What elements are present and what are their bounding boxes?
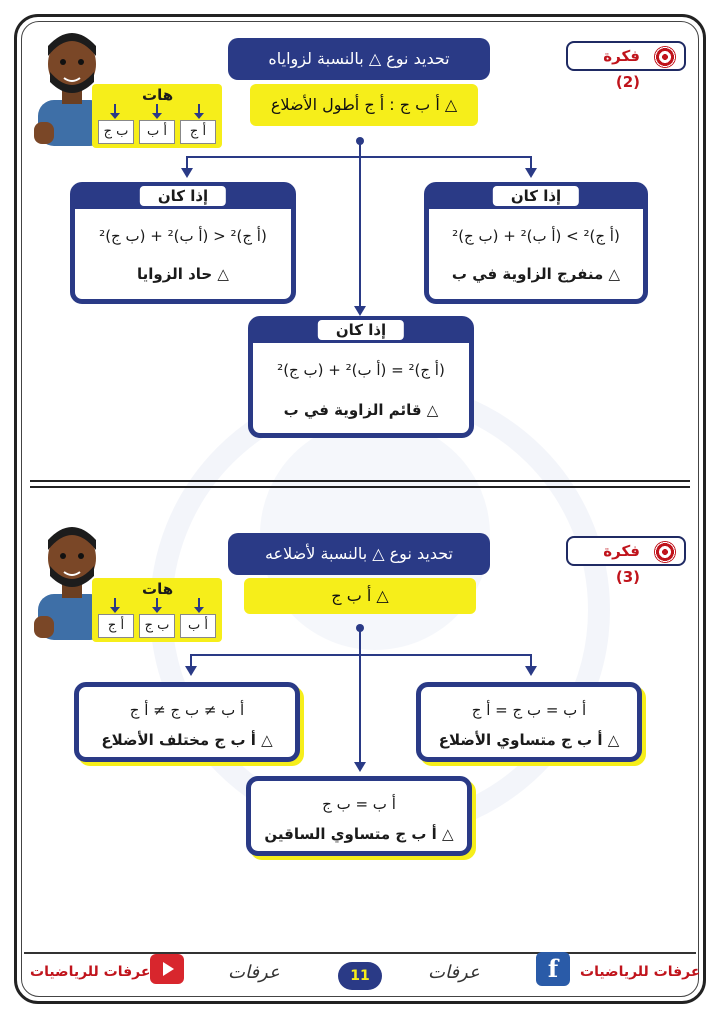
connector-line	[359, 628, 361, 764]
hat-arrow-icon	[198, 104, 200, 114]
section-title-text: تحديد نوع △ بالنسبة لزواياه	[268, 49, 450, 68]
connector-line	[359, 140, 361, 308]
footer-logo-right: عرفات	[428, 962, 480, 983]
arrow-down-icon	[525, 168, 537, 178]
hat-cell: أ ج	[180, 120, 216, 144]
card-formula: أ ب = ب ج	[322, 795, 396, 813]
hat-box	[92, 84, 222, 148]
hat-cell: أ ج	[98, 614, 134, 638]
idea-tag-3	[566, 536, 686, 586]
card-result: △ أ ب ج مختلف الأضلاع	[101, 731, 273, 749]
given-text: △ أ ب ج	[331, 586, 389, 605]
card-result: △ حاد الزوايا	[137, 265, 229, 283]
card-result: △ أ ب ج متساوي الأضلاع	[438, 731, 620, 749]
arrow-down-icon	[525, 666, 537, 676]
connector-line	[186, 156, 532, 158]
side-card-equilateral	[416, 682, 642, 762]
arrow-down-icon	[354, 762, 366, 772]
hat-label: هات	[142, 86, 174, 104]
arrow-down-icon	[181, 168, 193, 178]
hat-box	[92, 578, 222, 642]
section-title	[228, 38, 490, 80]
card-formula: (أ ج)² = (أ ب)² + (ب ج)²	[277, 361, 445, 379]
hat-arrow-icon	[156, 598, 158, 608]
section-divider	[30, 480, 690, 482]
facebook-icon[interactable]: f	[536, 952, 570, 986]
footer-logo-left: عرفات	[228, 962, 280, 983]
hat-arrow-icon	[114, 104, 116, 114]
card-badge: إذا كان	[491, 184, 581, 208]
idea-tag-2	[566, 41, 686, 91]
condition-card-acute	[70, 182, 296, 304]
facebook-label: عرفات للرياضيات	[580, 964, 701, 980]
card-formula: (أ ج)² > (أ ب)² + (ب ج)²	[452, 227, 620, 245]
hat-arrow-icon	[156, 104, 158, 114]
side-card-scalene	[74, 682, 300, 762]
page-number: 11	[338, 962, 382, 990]
card-formula: أ ب ≠ ب ج ≠ أ ج	[129, 701, 245, 719]
given-text: △ أ ب ج : أ ج أطول الأضلاع	[270, 95, 458, 114]
hat-cell: ب ج	[139, 614, 175, 638]
idea-tag-label: فكرة (2)	[603, 47, 640, 91]
hat-arrow-icon	[198, 598, 200, 608]
target-icon	[654, 46, 676, 68]
condition-card-obtuse	[424, 182, 648, 304]
hat-cell: أ ب	[139, 120, 175, 144]
card-badge: إذا كان	[138, 184, 228, 208]
section-title-text: تحديد نوع △ بالنسبة لأضلاعه	[264, 544, 454, 563]
youtube-icon[interactable]	[150, 954, 184, 984]
footer-divider	[24, 952, 696, 954]
side-card-isosceles	[246, 776, 472, 856]
given-box	[244, 578, 476, 614]
card-badge: إذا كان	[316, 318, 406, 342]
card-result: △ قائم الزاوية في ب	[283, 401, 439, 419]
hat-cell: أ ب	[180, 614, 216, 638]
card-formula: أ ب = ب ج = أ ج	[471, 701, 587, 719]
connector-line	[190, 654, 532, 656]
card-result: △ منفرج الزاوية في ب	[451, 265, 621, 283]
card-formula: (أ ج)² < (أ ب)² + (ب ج)²	[99, 227, 267, 245]
target-icon	[654, 541, 676, 563]
hat-arrow-icon	[114, 598, 116, 608]
condition-card-right	[248, 316, 474, 438]
hat-cell: ب ج	[98, 120, 134, 144]
hat-label: هات	[142, 580, 174, 598]
section-divider	[30, 486, 690, 488]
card-result: △ أ ب ج متساوي الساقين	[264, 825, 454, 843]
arrow-down-icon	[354, 306, 366, 316]
arrow-down-icon	[185, 666, 197, 676]
given-box	[250, 84, 478, 126]
section-title	[228, 533, 490, 575]
youtube-label: عرفات للرياضيات	[30, 964, 151, 980]
idea-tag-label: فكرة (3)	[603, 542, 640, 586]
